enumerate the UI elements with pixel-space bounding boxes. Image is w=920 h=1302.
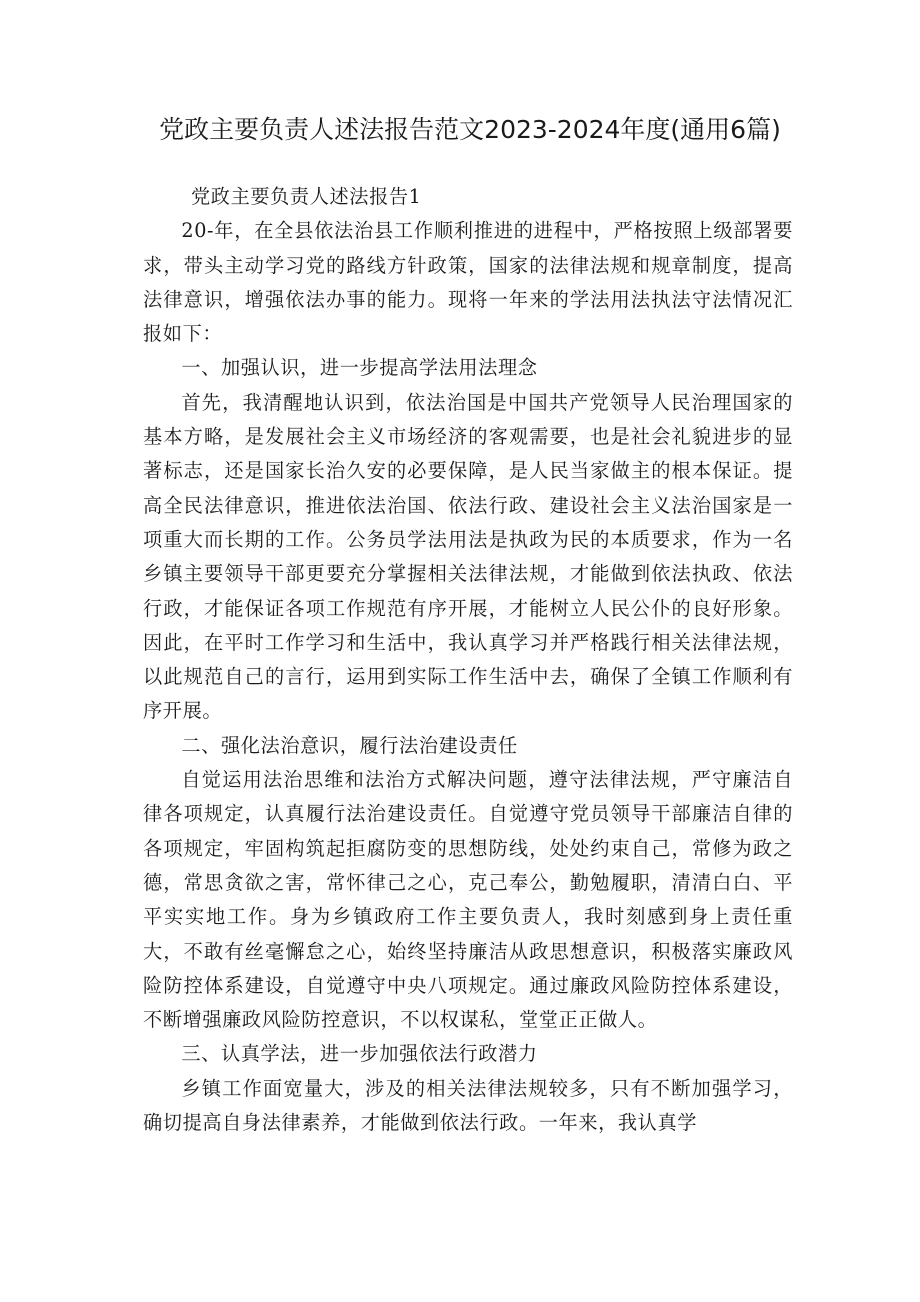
paragraph-section-1: 首先，我清醒地认识到，依法治国是中国共产党领导人民治理国家的基本方略，是发展社会主义市场经济的客观需要，也是社会礼貌进步的显著标志，还是国家长治久安的必要保障，是人民当家做主的根本保证。提高全民法律意识，推进依法治国、依法行政、建设社会主义法治国家是一项重大而长期的工作。公务员学法用法是执政为民的本质要求，作为一名乡镇主要领导干部更要充分掌握相关法律法规，才能做到依法执政、依法行政，才能保证各项工作规范有序开展，才能树立人民公仆的良好形象。因此，在平时工作学习和生活中，我认真学习并严格践行相关法律法规，以此规范自己的言行，运用到实际工作生活中去，确保了全镇工作顺利有序开展。 bbox=[143, 390, 793, 723]
document-title: 党政主要负责人述法报告范文2023-2024年度(通用6篇) bbox=[159, 115, 781, 144]
section-heading-3: 三、认真学法，进一步加强依法行政潜力 bbox=[181, 1042, 538, 1066]
section-heading-2: 二、强化法治意识，履行法治建设责任 bbox=[181, 733, 518, 757]
paragraph-intro: 20-年，在全县依法治县工作顺利推进的进程中，严格按照上级部署要求，带头主动学习党的路线方针政策，国家的法律法规和规章制度，提高法律意识，增强依法办事的能力。现将一年来的学法用法执法守法情况汇报如下： bbox=[143, 219, 793, 346]
section-heading-1: 一、加强认识，进一步提高学法用法理念 bbox=[181, 356, 538, 380]
document-body bbox=[143, 180, 793, 1140]
paragraph-section-3: 乡镇工作面宽量大，涉及的相关法律法规较多，只有不断加强学习，确切提高自身法律素养，才能做到依法行政。一年来，我认真学 bbox=[143, 1076, 793, 1135]
report-subheading: 党政主要负责人述法报告1 bbox=[191, 185, 422, 208]
paragraph-section-2: 自觉运用法治思维和法治方式解决问题，遵守法律法规，严守廉洁自律各项规定，认真履行法治建设责任。自觉遵守党员领导干部廉洁自律的各项规定，牢固构筑起拒腐防变的思想防线，处处约束自己，常修为政之德，常思贪欲之害，常怀律己之心，克己奉公，勤勉履职，清清白白、平平实实地工作。身为乡镇政府工作主要负责人，我时刻感到身上责任重大，不敢有丝毫懈怠之心，始终坚持廉洁从政思想意识，积极落实廉政风险防控体系建设，自觉遵守中央八项规定。通过廉政风险防控体系建设，不断增强廉政风险防控意识，不以权谋私，堂堂正正做人。 bbox=[143, 768, 793, 1032]
